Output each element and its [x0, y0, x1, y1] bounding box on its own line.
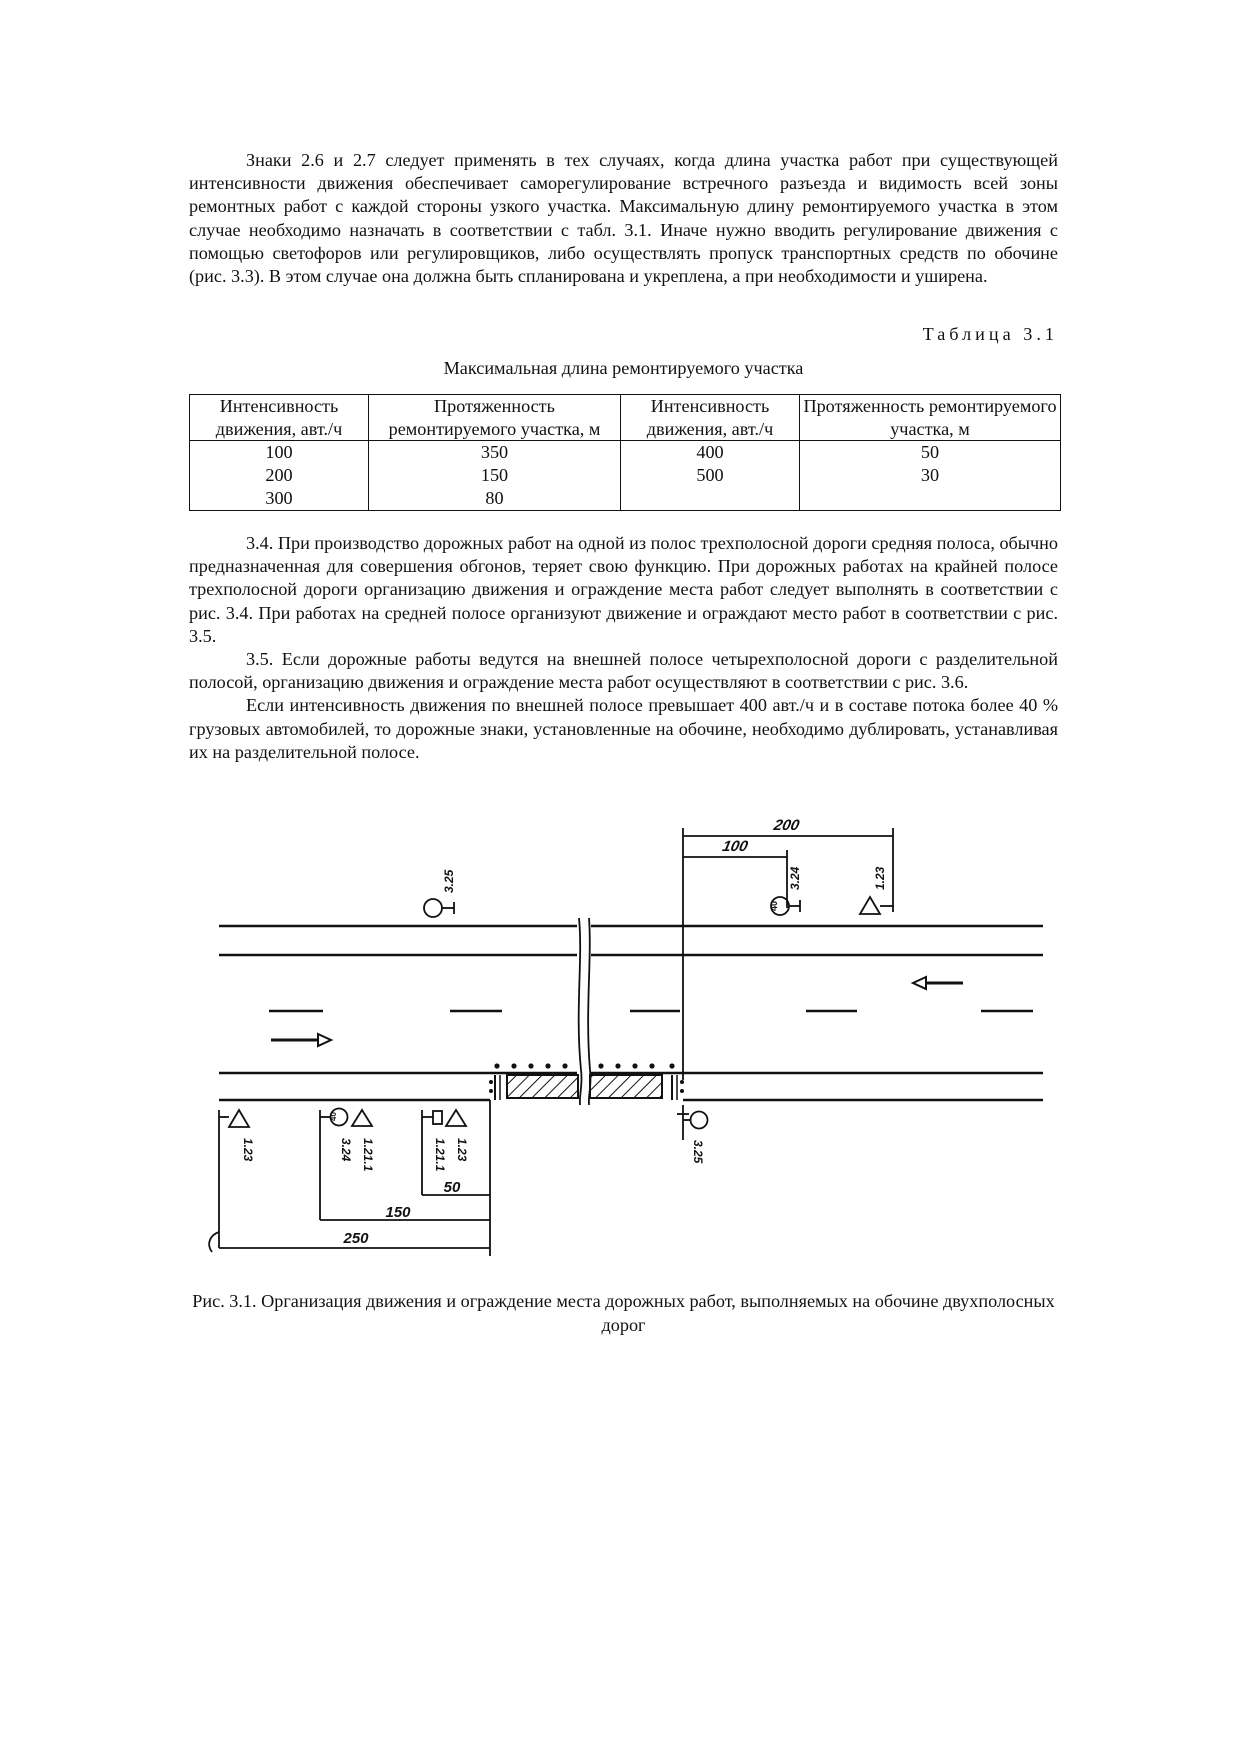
- sign-3-25-bottom: [677, 1105, 708, 1140]
- arrow-right-icon: [271, 1034, 331, 1046]
- dim-150-label: 150: [385, 1204, 411, 1221]
- dim-200-label: 200: [772, 817, 801, 834]
- header-intensity-2: Интенсивность движения, авт./ч: [621, 395, 800, 441]
- dim-250-label: 250: [343, 1230, 369, 1247]
- sign-1-23-top: [860, 897, 893, 914]
- work-zone: [495, 1075, 677, 1100]
- table-cell: 100: [190, 441, 369, 465]
- table-cell: 300: [190, 487, 369, 511]
- table-cell: 150: [369, 464, 621, 487]
- sign-40-top-label: 40: [769, 900, 779, 911]
- road-top-edge: [219, 926, 1043, 955]
- sign-1-21-1b-bottom-label: 1.21.1: [433, 1138, 447, 1172]
- header-length-1: Протяженность ремонтируемого участка, м: [369, 395, 621, 441]
- paragraph-signs-2-6-2-7: Знаки 2.6 и 2.7 следует применять в тех случаях, когда длина участка работ при существующей интенсивности движения обеспечивает саморегулирование встречного разъезда и видимость всей зоны ремонтных работ с каждой стороны узкого участка. Максимальную длину ремонтируемого участка в этом случае необходимо назначать в соответствии с табл. 3.1. Иначе нужно вводить регулирование движения с помощью светофоров или регулировщиков, либо осуществлять пропуск транспортных средств по обочине (рис. 3.3). В этом случае она должна быть спланирована и укреплена, а при необходимости и уширена.: [189, 150, 1058, 287]
- paragraph-3-5: 3.5. Если дорожные работы ведутся на внешней полосе четырехполосной дороги с разделительной полосой, организацию движения и ограждение места работ осуществляют в соответствии с рис. 3.6.: [189, 649, 1058, 693]
- dim-50-label: 50: [443, 1179, 461, 1196]
- sign-3-25-top-label: 3.25: [442, 869, 456, 893]
- sign-1-23-top-label: 1.23: [873, 866, 887, 890]
- table-cell: 30: [800, 464, 1061, 487]
- table-cell: 50: [800, 441, 1061, 465]
- table-cell: 500: [621, 464, 800, 487]
- table-cell: 400: [621, 441, 800, 465]
- dim-100-label: 100: [720, 838, 750, 855]
- sign-3-24-top-label: 3.24: [788, 866, 802, 890]
- paragraph-intensity-400: Если интенсивность движения по внешней полосе превышает 400 авт./ч и в составе потока более 40 % грузовых автомобилей, то дорожные знаки, установленные на обочине, необходимо дублировать, устанавливая их на разделительной полосе.: [189, 695, 1058, 762]
- sign-1-21-1-bottom-label: 1.21.1: [361, 1138, 375, 1172]
- road-break-mark: [579, 918, 591, 1105]
- sign-3-25-bottom-label: 3.25: [691, 1140, 705, 1164]
- table-cell: 200: [190, 464, 369, 487]
- table-cell: 80: [369, 487, 621, 511]
- header-intensity-1: Интенсивность движения, авт./ч: [190, 395, 369, 441]
- sign-3-25-top: [424, 899, 454, 917]
- table-label: Таблица 3.1: [922, 324, 1058, 344]
- header-length-2: Протяженность ремонтируемого участка, м: [800, 395, 1061, 441]
- sign-1-23-bottom-label: 1.23: [241, 1138, 255, 1162]
- sign-1-23-bottom: [219, 1110, 249, 1248]
- sign-40-bottom-label: 40: [329, 1112, 338, 1121]
- table-cell: 350: [369, 441, 621, 465]
- figure-caption: Рис. 3.1. Организация движения и ограждение места дорожных работ, выполняемых на обочине двухполосных дорог: [192, 1291, 1055, 1335]
- sign-3-24-bottom-label: 3.24: [339, 1138, 353, 1162]
- arrow-left-icon: [913, 977, 963, 989]
- table-title: Максимальная длина ремонтируемого участка: [443, 358, 804, 378]
- sign-1-23b-bottom-label: 1.23: [455, 1138, 469, 1162]
- paragraph-3-4: 3.4. При производство дорожных работ на одной из полос трехполосной дороги средняя полоса, обычно предназначенная для совершения обгонов, теряет свою функцию. При дорожных работах на крайней полосе трехполосной дороги организацию движения и ограждение места работ следует выполнять в соответствии с рис. 3.4. При работах на средней полосе организуют движение и ограждают место работ в соответствии с рис. 3.5.: [189, 533, 1058, 646]
